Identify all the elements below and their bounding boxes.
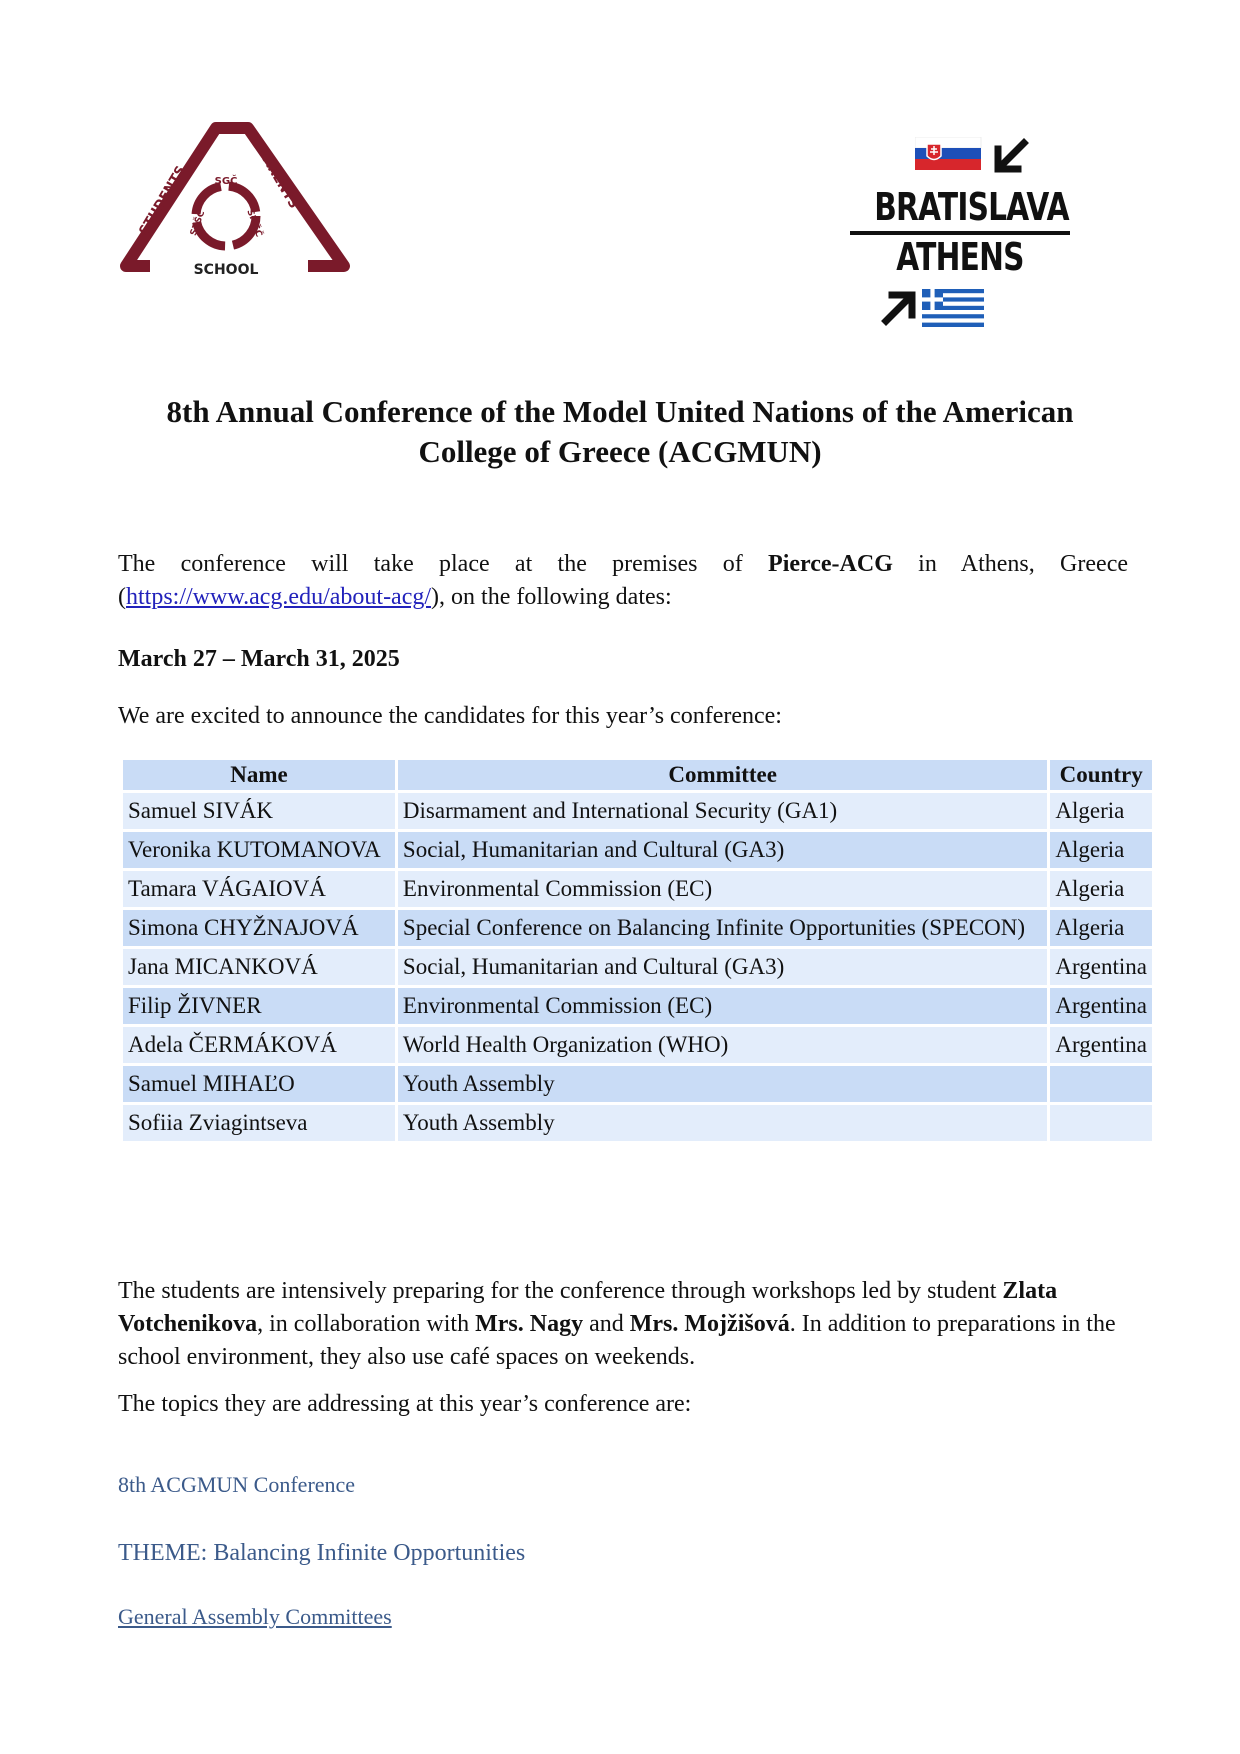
document-title: 8th Annual Conference of the Model United Nations of the American College of Greece (ACGMUN) bbox=[166, 394, 1074, 469]
cell-name: Sofiia Zviagintseva bbox=[123, 1105, 395, 1141]
cell-name: Veronika KUTOMANOVA bbox=[123, 832, 395, 868]
general-assembly-link[interactable]: General Assembly Committees bbox=[118, 1604, 392, 1629]
cell-name: Adela ČERMÁKOVÁ bbox=[123, 1027, 395, 1063]
cell-country: Algeria bbox=[1050, 832, 1152, 868]
header-committee: Committee bbox=[398, 760, 1048, 790]
table-row bbox=[123, 949, 1152, 985]
table-body bbox=[123, 793, 1152, 1141]
announce-text: We are excited to announce the candidates for this year’s conference: bbox=[118, 703, 782, 729]
teacher-1-name: Mrs. Nagy bbox=[475, 1311, 584, 1337]
svg-text:STUDENTS bbox=[137, 164, 189, 238]
candidates-table bbox=[120, 757, 1155, 1144]
slovak-flag-icon bbox=[915, 137, 985, 173]
students-paragraph bbox=[118, 1275, 1128, 1374]
logo-parents-text: PARENTS bbox=[254, 146, 302, 212]
students-text-2: , in collaboration with bbox=[257, 1311, 476, 1337]
table-row bbox=[123, 1066, 1152, 1102]
table-row bbox=[123, 1027, 1152, 1063]
students-text-3: and bbox=[583, 1311, 630, 1337]
conference-dates: March 27 – March 31, 2025 bbox=[118, 646, 400, 672]
theme-text: THEME: Balancing Infinite Opportunities bbox=[118, 1540, 526, 1566]
cell-committee: Disarmament and International Security (GA1) bbox=[398, 793, 1048, 829]
logo-students-text: STUDENTS bbox=[136, 163, 189, 239]
school-logo bbox=[118, 116, 358, 301]
arrow-down-left-icon bbox=[990, 137, 1030, 177]
intro-text-middle: in Athens, Greece ( bbox=[118, 551, 1128, 610]
intro-text-after: ), on the following dates: bbox=[431, 584, 672, 610]
header-country: Country bbox=[1050, 760, 1152, 790]
logo-smsc-text: SMŠČ bbox=[244, 208, 264, 239]
cell-country: Argentina bbox=[1050, 1027, 1152, 1063]
logo-szsc-text: SZŠČ bbox=[188, 209, 208, 238]
students-text-4: . In addition to preparations in the school environment, they also use café spaces on weekends. bbox=[118, 1311, 1116, 1370]
intro-paragraph bbox=[118, 548, 1128, 614]
header-name: Name bbox=[123, 760, 395, 790]
logo-school-text: SCHOOL bbox=[193, 262, 259, 278]
arrow-up-right-icon bbox=[880, 287, 920, 327]
student-lead-name: Zlata Votchenikova bbox=[118, 1278, 1058, 1337]
acg-link[interactable]: https://www.acg.edu/about-acg/ bbox=[126, 584, 432, 610]
cell-name: Tamara VÁGAIOVÁ bbox=[123, 871, 395, 907]
logo-sgc-text: SGČ bbox=[214, 176, 238, 187]
cell-committee: Environmental Commission (EC) bbox=[398, 988, 1048, 1024]
table-row bbox=[123, 871, 1152, 907]
table-header-row bbox=[123, 760, 1152, 790]
svg-text:PARENTS bbox=[255, 146, 302, 211]
cell-name: Samuel SIVÁK bbox=[123, 793, 395, 829]
cell-country: Argentina bbox=[1050, 949, 1152, 985]
venue-name: Pierce-ACG bbox=[768, 551, 893, 577]
logo-athens-text: ATHENS bbox=[896, 235, 1024, 279]
cell-committee: Environmental Commission (EC) bbox=[398, 871, 1048, 907]
conference-label: 8th ACGMUN Conference bbox=[118, 1472, 356, 1497]
cell-country: Argentina bbox=[1050, 988, 1152, 1024]
cell-committee: Youth Assembly bbox=[398, 1105, 1048, 1141]
table-row bbox=[123, 793, 1152, 829]
cell-committee: Special Conference on Balancing Infinite Opportunities (SPECON) bbox=[398, 910, 1048, 946]
intro-text-before: The conference will take place at the premises of bbox=[118, 551, 769, 577]
cell-committee: World Health Organization (WHO) bbox=[398, 1027, 1048, 1063]
cell-country: Algeria bbox=[1050, 910, 1152, 946]
table-row bbox=[123, 910, 1152, 946]
topics-intro: The topics they are addressing at this year’s conference are: bbox=[118, 1391, 692, 1417]
teacher-2-name: Mrs. Mojžišová bbox=[629, 1311, 790, 1337]
cell-name: Samuel MIHAĽO bbox=[123, 1066, 395, 1102]
cell-name: Simona CHYŽNAJOVÁ bbox=[123, 910, 395, 946]
cell-committee: Youth Assembly bbox=[398, 1066, 1048, 1102]
cell-committee: Social, Humanitarian and Cultural (GA3) bbox=[398, 949, 1048, 985]
cell-country bbox=[1050, 1105, 1152, 1141]
table-row bbox=[123, 1105, 1152, 1141]
cell-committee: Social, Humanitarian and Cultural (GA3) bbox=[398, 832, 1048, 868]
cell-country: Algeria bbox=[1050, 793, 1152, 829]
cell-name: Filip ŽIVNER bbox=[123, 988, 395, 1024]
table-row bbox=[123, 832, 1152, 868]
students-text-1: The students are intensively preparing for the conference through workshops led by student bbox=[118, 1278, 1003, 1304]
greek-flag-icon bbox=[922, 289, 984, 327]
table-row bbox=[123, 988, 1152, 1024]
logo-bratislava-text: BRATISLAVA bbox=[874, 185, 1069, 229]
triangle-emblem bbox=[118, 116, 358, 301]
bratislava-athens-logo bbox=[850, 135, 1070, 335]
cell-name: Jana MICANKOVÁ bbox=[123, 949, 395, 985]
cell-country: Algeria bbox=[1050, 871, 1152, 907]
cell-country bbox=[1050, 1066, 1152, 1102]
